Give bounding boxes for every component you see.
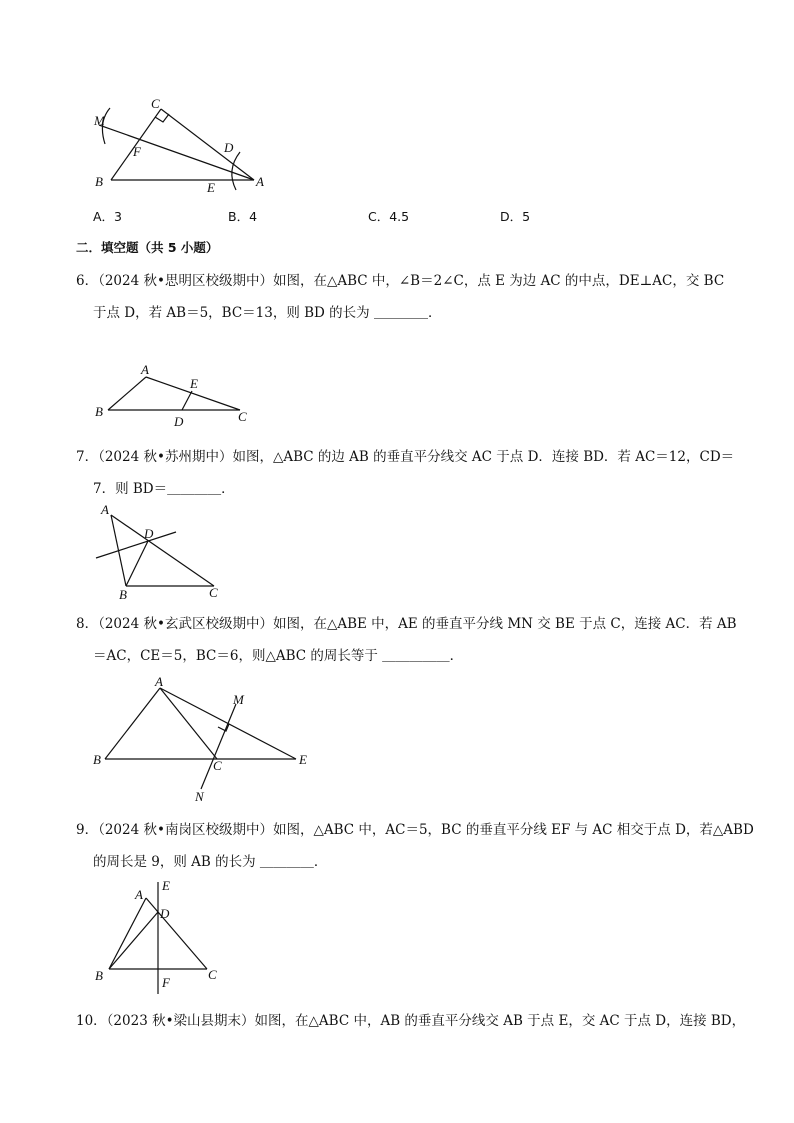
q9-seg-AC — [146, 898, 207, 969]
q9-label-B: B — [95, 968, 103, 983]
q7-label-A: A — [101, 502, 109, 517]
q8-label-C: C — [213, 758, 222, 773]
q6-line2: 于点 D，若 AB＝5，BC＝13，则 BD 的长为 ＿＿＿＿． — [93, 305, 442, 321]
q7-line1: 7．（2024 秋•苏州期中）如图，△ABC 的边 AB 的垂直平分线交 AC 于点 D．连接 BD．若 AC＝12，CD＝ — [76, 449, 735, 465]
q9-line1: 9．（2024 秋•南岗区校级期中）如图，△ABC 中，AC＝5，BC 的垂直平分线 EF 与 AC 相交于点 D，若△ABD — [76, 822, 754, 838]
q7-label-C: C — [209, 585, 218, 600]
q5-choice-c[interactable]: C．4.5 — [368, 209, 410, 224]
q6-label-B: B — [95, 404, 103, 419]
q5-figure — [90, 92, 280, 195]
q9-label-F: F — [162, 975, 170, 990]
q6-label-C: C — [238, 409, 247, 424]
q7-perp-bisector — [96, 532, 176, 558]
q8-label-B: B — [93, 752, 101, 767]
q7-label-D: D — [144, 526, 154, 541]
q7-figure — [90, 500, 230, 602]
q8-seg-AB — [105, 688, 160, 759]
q6-line1: 6．（2024 秋•思明区校级期中）如图，在△ABC 中，∠B＝2∠C，点 E 为边 AC 的中点，DE⊥AC，交 BC — [76, 273, 725, 289]
q6-label-A: A — [141, 362, 149, 377]
q8-figure — [90, 672, 320, 808]
q9-line2: 的周长是 9，则 AB 的长为 ＿＿＿＿． — [93, 854, 328, 870]
q10-line1: 10．（2023 秋•梁山县期末）如图，在△ABC 中，AB 的垂直平分线交 AB 于点 E，交 AC 于点 D，连接 BD， — [76, 1013, 746, 1029]
q9-label-E: E — [162, 878, 170, 893]
q8-label-M: M — [233, 692, 244, 707]
q9-seg-AB — [109, 898, 146, 969]
q8-line1: 8．（2024 秋•玄武区校级期中）如图，在△ABE 中，AE 的垂直平分线 MN 交 BE 于点 C，连接 AC．若 AB — [76, 616, 737, 632]
q9-label-A: A — [135, 887, 143, 902]
q6-figure — [90, 360, 260, 430]
q5-seg-CA — [161, 109, 254, 180]
q8-label-E: E — [299, 752, 307, 767]
q8-label-N: N — [195, 789, 204, 804]
q5-label-F: F — [133, 144, 141, 159]
q6-label-E: E — [190, 376, 198, 391]
q6-seg-BA — [108, 377, 146, 410]
q7-label-B: B — [119, 587, 127, 602]
q8-label-A: A — [155, 674, 163, 689]
q5-label-C: C — [151, 96, 160, 111]
q5-label-E: E — [207, 180, 215, 195]
q5-label-A: A — [256, 174, 264, 189]
q9-figure — [90, 876, 230, 994]
q9-seg-BD — [109, 912, 158, 969]
q5-choice-a[interactable]: A．3 — [93, 209, 123, 224]
q8-seg-AC — [160, 688, 217, 759]
q9-label-C: C — [208, 967, 217, 982]
q5-label-D: D — [224, 140, 234, 155]
q5-choice-d[interactable]: D．5 — [500, 209, 531, 224]
q5-choice-b[interactable]: B．4 — [228, 209, 258, 224]
q6-label-D: D — [174, 414, 184, 429]
q8-line2: ＝AC，CE＝5，BC＝6，则△ABC 的周长等于 ＿＿＿＿＿． — [93, 648, 464, 664]
q5-label-M: M — [94, 113, 105, 128]
q5-arc-A — [232, 152, 240, 190]
q7-seg-AC — [111, 515, 214, 586]
q5-label-B: B — [95, 174, 103, 189]
q6-seg-DE — [182, 391, 192, 410]
section-title: 二．填空题（共 5 小题） — [76, 240, 219, 255]
q9-label-D: D — [160, 906, 170, 921]
q7-line2: 7．则 BD＝＿＿＿＿． — [93, 481, 235, 497]
